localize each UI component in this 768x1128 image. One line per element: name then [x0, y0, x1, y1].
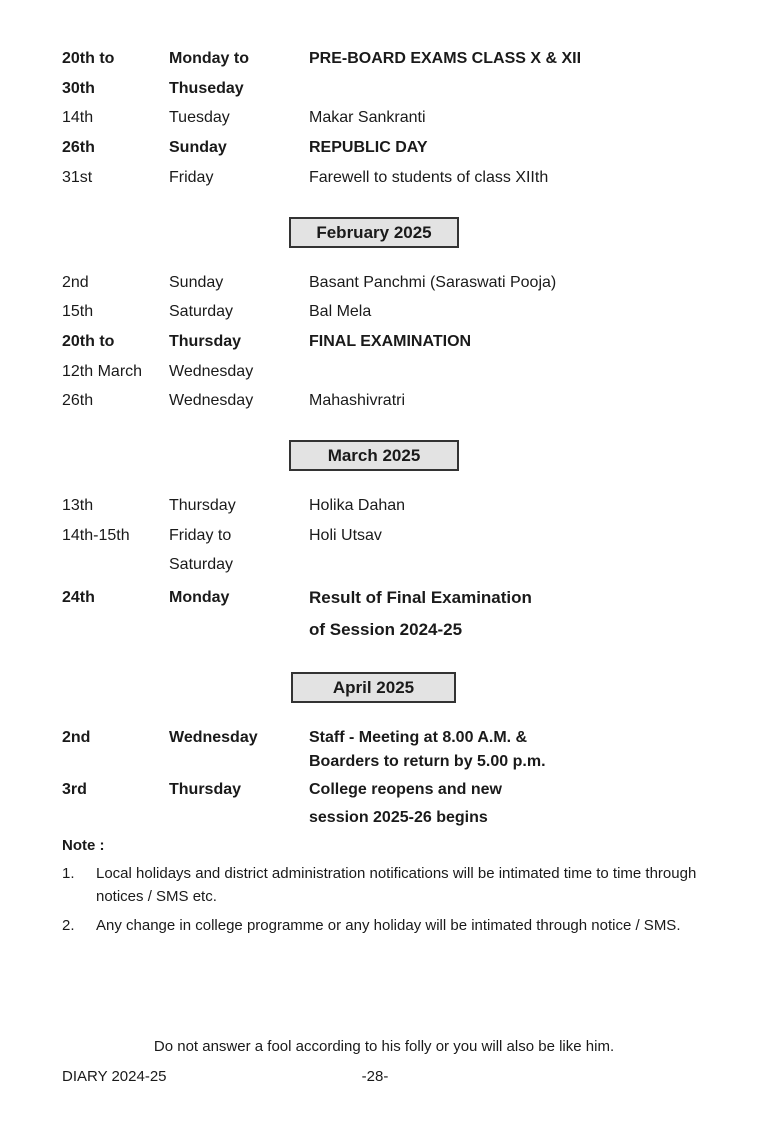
event-cell: Boarders to return by 5.00 p.m. [309, 753, 546, 770]
date-cell: 24th [62, 589, 95, 606]
day-cell: Wednesday [169, 729, 258, 746]
event-cell: of Session 2024-25 [309, 620, 463, 639]
month-header-february: February 2025 [289, 217, 459, 248]
date-cell: 13th [62, 497, 94, 514]
page-number: -28- [361, 1068, 389, 1085]
event-cell: REPUBLIC DAY [309, 139, 428, 156]
date-cell: 20th to [62, 50, 115, 67]
date-cell: 30th [62, 80, 95, 97]
schedule-row [0, 748, 768, 776]
day-cell: Thursday [169, 497, 236, 514]
schedule-row [0, 134, 768, 162]
schedule-row [0, 75, 768, 103]
note-title: Note : [62, 837, 105, 854]
date-cell: 14th-15th [62, 527, 130, 544]
event-cell: Bal Mela [309, 303, 372, 320]
event-cell: Holika Dahan [309, 497, 406, 514]
event-cell: Basant Panchmi (Saraswati Pooja) [309, 274, 557, 291]
date-cell: 2nd [62, 729, 91, 746]
day-cell: Thursday [169, 781, 242, 798]
note-text: Any change in college programme or any holiday will be intimated through notice / SMS. [96, 917, 681, 934]
day-cell: Wednesday [169, 392, 254, 409]
day-cell: Monday [169, 589, 230, 606]
note-item [62, 914, 702, 960]
day-cell: Thuseday [169, 80, 244, 97]
date-cell: 26th [62, 139, 95, 156]
day-cell: Sunday [169, 274, 224, 291]
date-cell: 20th to [62, 333, 115, 350]
schedule-row [0, 551, 768, 579]
event-cell: FINAL EXAMINATION [309, 333, 472, 350]
day-cell: Saturday [169, 556, 234, 573]
schedule-row [0, 164, 768, 192]
event-cell: Farewell to students of class XIIth [309, 169, 549, 186]
event-cell: Result of Final Examination [309, 588, 532, 607]
event-cell: Staff - Meeting at 8.00 A.M. & [309, 729, 528, 746]
schedule-row [0, 328, 768, 356]
date-cell: 26th [62, 392, 94, 409]
schedule-row [0, 776, 768, 804]
schedule-row [0, 616, 768, 644]
month-header-april: April 2025 [291, 672, 456, 703]
schedule-row [0, 104, 768, 132]
diary-label: DIARY 2024-25 [62, 1068, 167, 1085]
note-text: Local holidays and district administration notifications will be intimated time to time through notices / SMS etc. [96, 865, 697, 905]
day-cell: Thursday [169, 333, 242, 350]
date-cell: 2nd [62, 274, 89, 291]
date-cell: 14th [62, 109, 94, 126]
note-item [62, 862, 702, 908]
schedule-row [0, 522, 768, 550]
day-cell: Wednesday [169, 363, 254, 380]
note-number: 1. [62, 865, 75, 882]
date-cell: 31st [62, 169, 93, 186]
day-cell: Friday to [169, 527, 232, 544]
schedule-row [0, 584, 768, 612]
schedule-row [0, 804, 768, 832]
schedule-row [0, 269, 768, 297]
schedule-row [0, 387, 768, 415]
day-cell: Saturday [169, 303, 234, 320]
schedule-row [0, 492, 768, 520]
note-number: 2. [62, 917, 75, 934]
event-cell: College reopens and new [309, 781, 502, 798]
event-cell: Mahashivratri [309, 392, 406, 409]
event-cell: Makar Sankranti [309, 109, 426, 126]
day-cell: Tuesday [169, 109, 230, 126]
event-cell: PRE-BOARD EXAMS CLASS X & XII [309, 50, 582, 67]
month-header-march: March 2025 [289, 440, 459, 471]
event-cell: session 2025-26 begins [309, 809, 488, 826]
day-cell: Friday [169, 169, 214, 186]
schedule-row [0, 358, 768, 386]
day-cell: Monday to [169, 50, 249, 67]
day-cell: Sunday [169, 139, 227, 156]
schedule-row [0, 45, 768, 73]
schedule-row [0, 298, 768, 326]
event-cell: Holi Utsav [309, 527, 382, 544]
footer-quote: Do not answer a fool according to his folly or you will also be like him. [153, 1038, 615, 1055]
date-cell: 12th March [62, 363, 143, 380]
date-cell: 3rd [62, 781, 87, 798]
date-cell: 15th [62, 303, 94, 320]
